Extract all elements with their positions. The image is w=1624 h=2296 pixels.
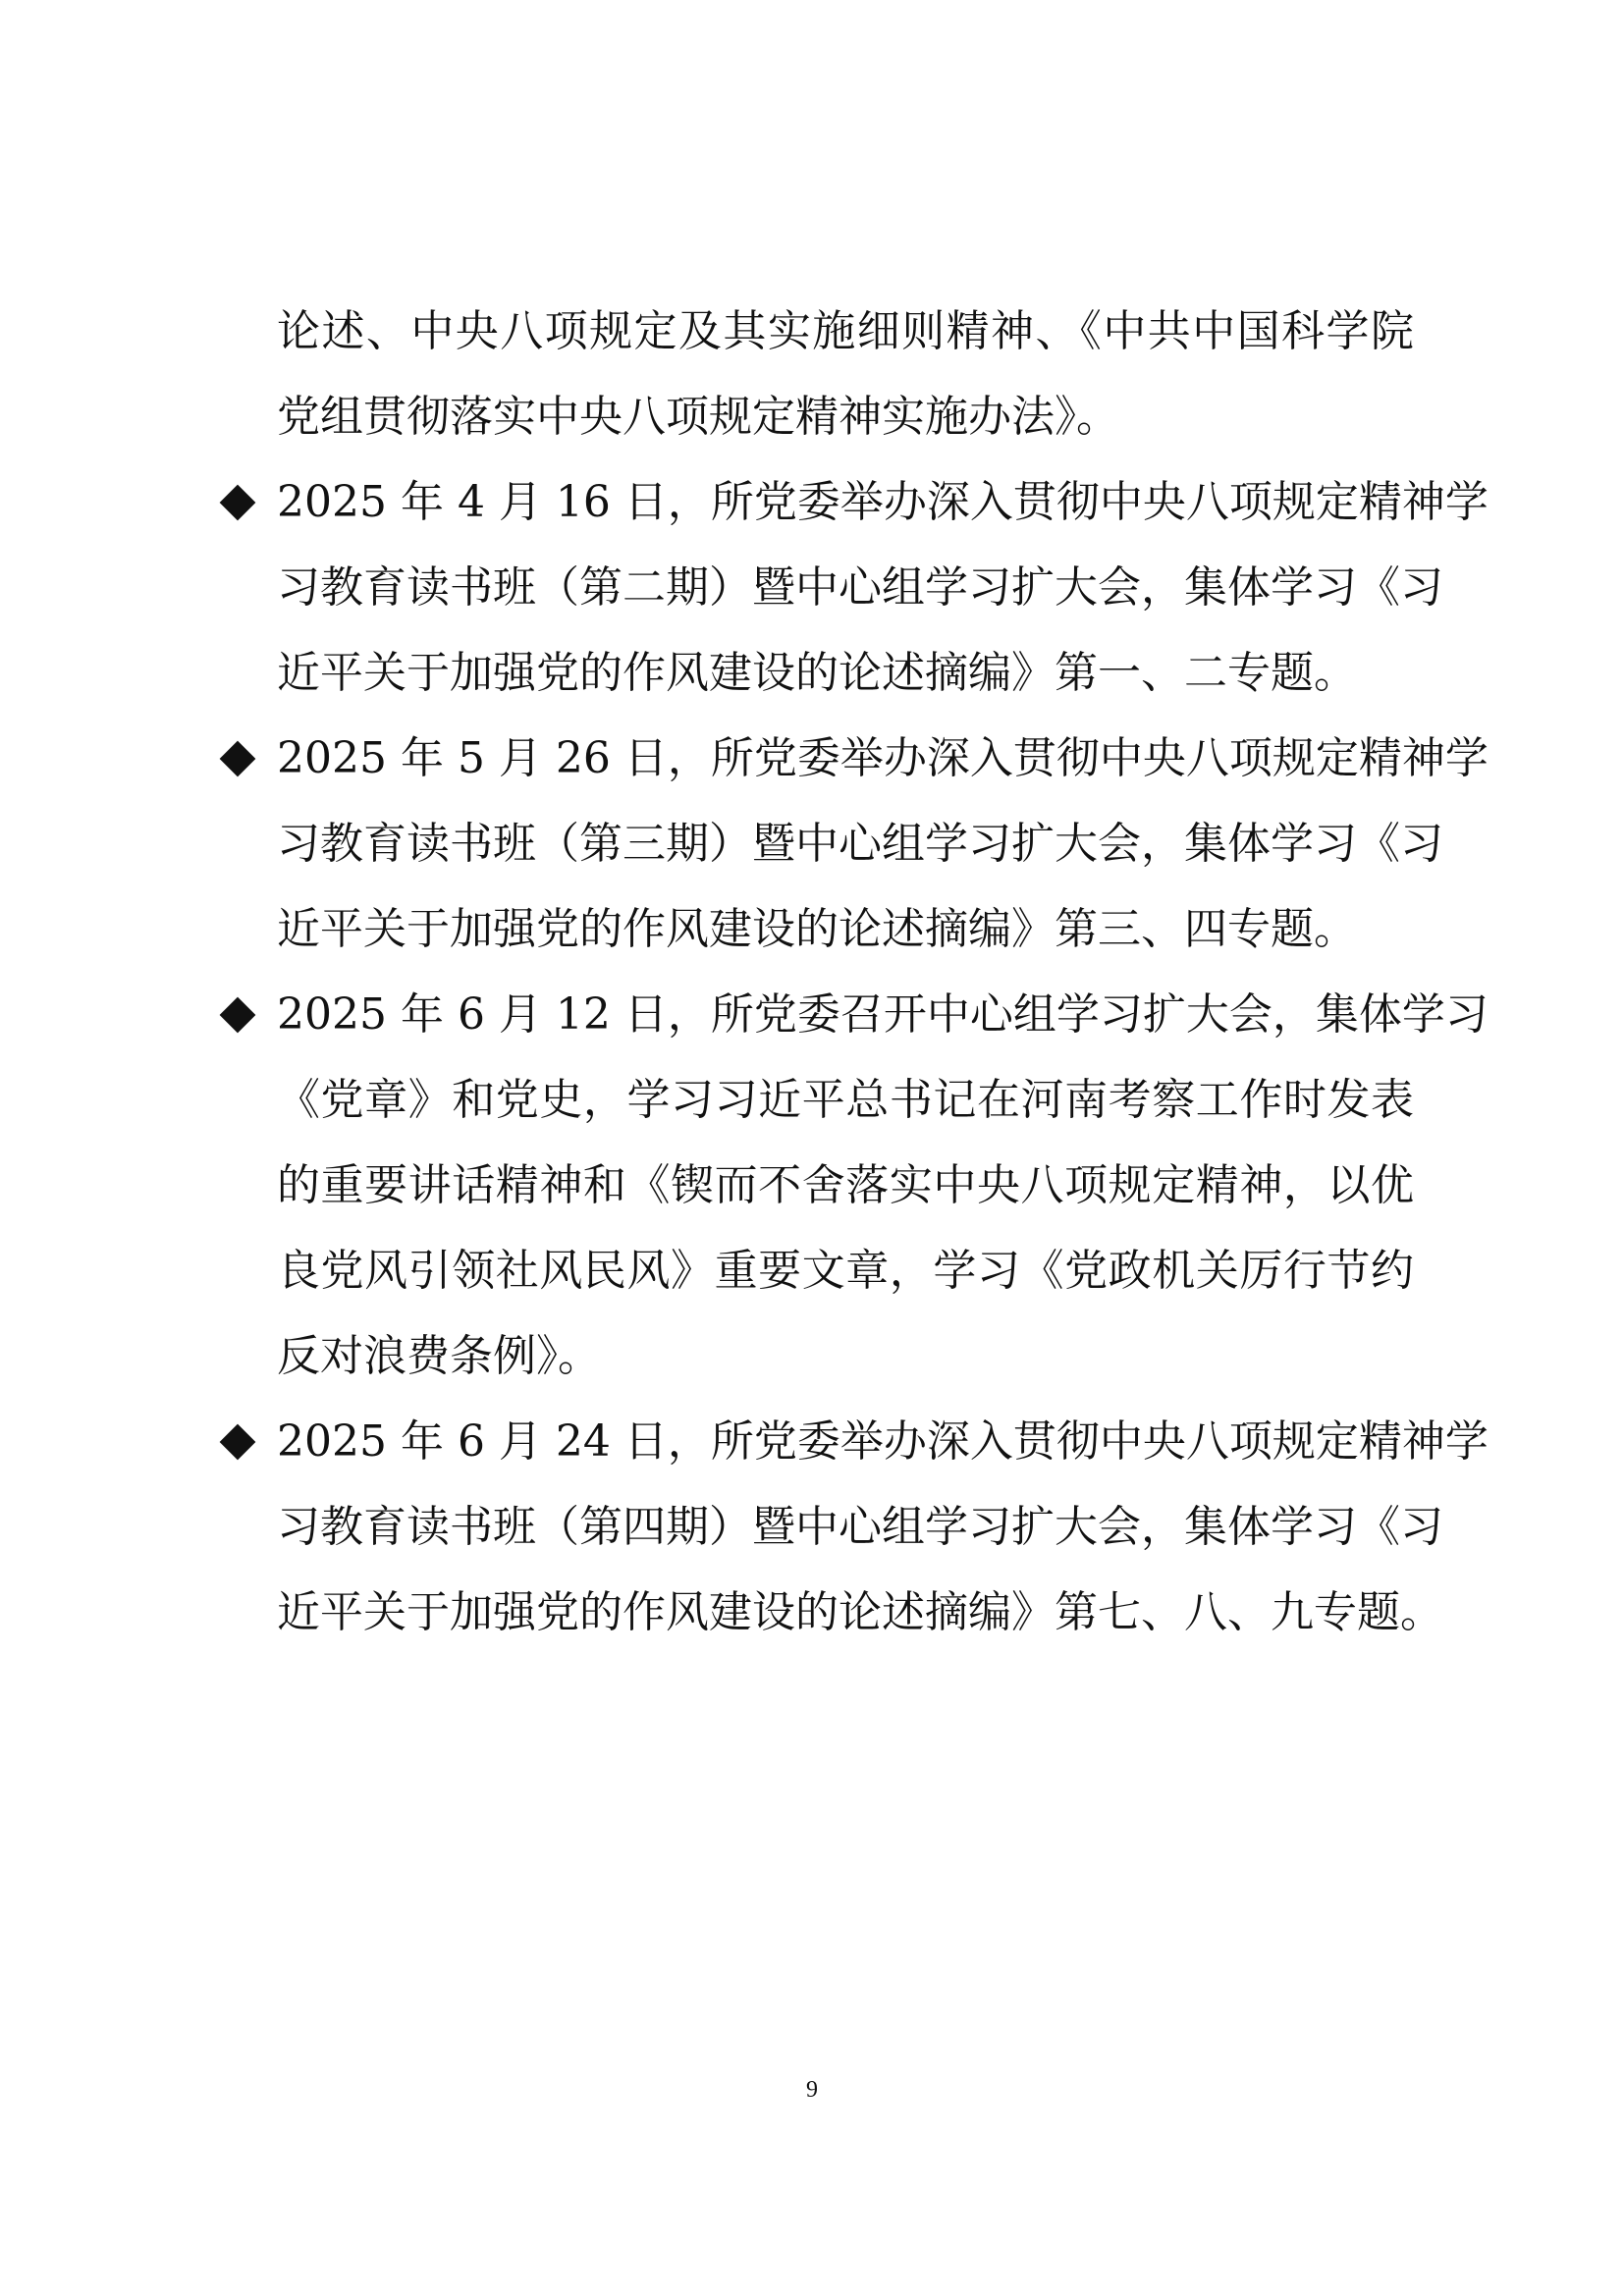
paragraph-line xyxy=(0,544,1624,632)
line-text: 近平关于加强党的作风建设的论述摘编》第三、四专题。 xyxy=(277,904,1357,954)
line-text: 论述、中央八项规定及其实施细则精神、《中共中国科学院 xyxy=(277,306,1414,356)
paragraph-line xyxy=(0,1483,1624,1572)
page-number: 9 xyxy=(806,2077,818,2103)
line-text: 2025 年 5 月 26 日，所党委举办深入贯彻中央八项规定精神学 xyxy=(277,733,1489,783)
diamond-bullet-icon xyxy=(214,458,261,547)
line-text: 2025 年 4 月 16 日，所党委举办深入贯彻中央八项规定精神学 xyxy=(277,477,1489,527)
list-item xyxy=(0,1398,1624,1486)
line-text: 习教育读书班（第三期）暨中心组学习扩大会，集体学习《习 xyxy=(277,819,1443,869)
list-item xyxy=(0,971,1624,1059)
line-text: 的重要讲话精神和《锲而不舍落实中央八项规定精神，以优 xyxy=(277,1160,1414,1210)
line-text: 2025 年 6 月 12 日，所党委召开中心组学习扩大会，集体学习 xyxy=(277,989,1489,1040)
line-text: 近平关于加强党的作风建设的论述摘编》第七、八、九专题。 xyxy=(277,1587,1443,1637)
list-item xyxy=(0,458,1624,547)
line-text: 2025 年 6 月 24 日，所党委举办深入贯彻中央八项规定精神学 xyxy=(277,1416,1489,1467)
line-text: 习教育读书班（第二期）暨中心组学习扩大会，集体学习《习 xyxy=(277,562,1443,613)
paragraph-line xyxy=(0,1056,1624,1145)
paragraph-line xyxy=(0,288,1624,376)
paragraph-line xyxy=(0,800,1624,888)
line-text: 良党风引领社风民风》重要文章，学习《党政机关厉行节约 xyxy=(277,1246,1414,1296)
paragraph-line xyxy=(0,1312,1624,1401)
line-text: 党组贯彻落实中央八项规定精神实施办法》。 xyxy=(277,392,1119,442)
paragraph-line xyxy=(0,1227,1624,1315)
paragraph-line xyxy=(0,629,1624,718)
diamond-bullet-icon xyxy=(214,971,261,1059)
line-text: 近平关于加强党的作风建设的论述摘编》第一、二专题。 xyxy=(277,648,1357,698)
paragraph-line xyxy=(0,1569,1624,1657)
diamond-bullet-icon xyxy=(214,715,261,803)
paragraph-line xyxy=(0,885,1624,974)
diamond-bullet-icon xyxy=(214,1398,261,1486)
paragraph-line xyxy=(0,1142,1624,1230)
line-text: 《党章》和党史，学习习近平总书记在河南考察工作时发表 xyxy=(277,1075,1414,1125)
list-item xyxy=(0,715,1624,803)
paragraph-line xyxy=(0,373,1624,461)
line-text: 习教育读书班（第四期）暨中心组学习扩大会，集体学习《习 xyxy=(277,1502,1443,1552)
line-text: 反对浪费条例》。 xyxy=(277,1331,601,1381)
